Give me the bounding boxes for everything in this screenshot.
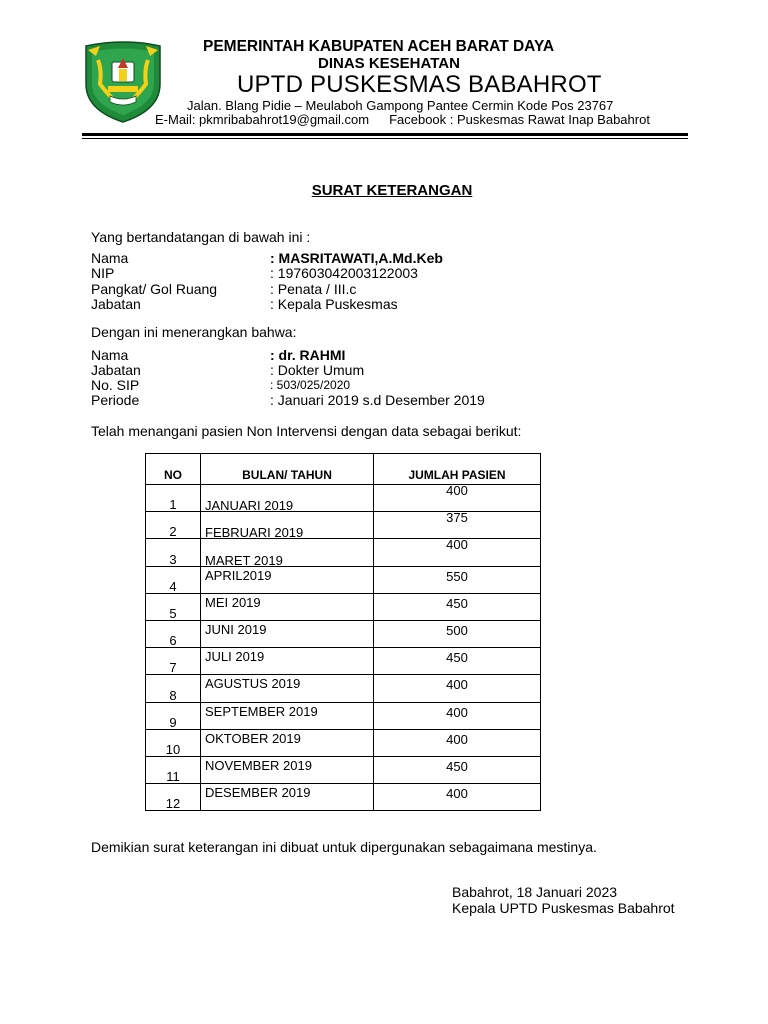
table-row — [146, 756, 541, 783]
table-row — [146, 566, 541, 593]
letterhead-department: DINAS KESEHATAN — [318, 55, 460, 72]
subject-label-name: Nama — [91, 347, 129, 363]
row-number: 2 — [169, 524, 177, 540]
row-patient-count: 375 — [446, 510, 468, 526]
row-month: APRIL2019 — [205, 567, 272, 583]
row-count-cell — [374, 784, 541, 811]
header-month: BULAN/ TAHUN — [201, 454, 374, 485]
signer-value-nip: : 197603042003122003 — [270, 265, 418, 281]
signer-label-position: Jabatan — [91, 296, 141, 312]
letterhead-facebook: Facebook : Puskesmas Rawat Inap Babahrot — [389, 112, 650, 127]
row-month: NOVEMBER 2019 — [205, 757, 312, 773]
row-patient-count: 550 — [446, 568, 468, 584]
signer-value-rank: : Penata / III.c — [270, 281, 357, 297]
subject-value-position: : Dokter Umum — [270, 362, 365, 378]
signer-value-position: : Kepala Puskesmas — [270, 296, 398, 312]
row-month-cell — [201, 756, 374, 783]
row-month: FEBRUARI 2019 — [205, 525, 304, 541]
table-row — [146, 512, 541, 539]
row-number: 9 — [169, 714, 177, 730]
table-row — [146, 539, 541, 566]
row-month: JUNI 2019 — [205, 621, 267, 637]
row-month-cell — [201, 566, 374, 593]
row-month: SEPTEMBER 2019 — [205, 703, 318, 719]
row-count-cell — [374, 756, 541, 783]
table-intro-text: Telah menangani pasien Non Intervensi dengan data sebagai berikut: — [91, 423, 522, 439]
subject-label-sip: No. SIP — [91, 377, 140, 393]
row-month-cell — [201, 702, 374, 729]
row-number: 4 — [169, 578, 177, 594]
row-month-cell — [201, 485, 374, 512]
row-month: DESEMBER 2019 — [205, 785, 311, 801]
table-row — [146, 702, 541, 729]
signer-label-rank: Pangkat/ Gol Ruang — [91, 281, 218, 297]
header-no: NO — [146, 454, 201, 485]
row-count-cell — [374, 620, 541, 647]
row-count-cell — [374, 648, 541, 675]
row-number-cell — [146, 593, 201, 620]
row-patient-count: 400 — [446, 537, 468, 553]
row-month: AGUSTUS 2019 — [205, 676, 301, 692]
row-month: MEI 2019 — [205, 594, 261, 610]
row-patient-count: 400 — [446, 677, 468, 693]
letterhead-government: PEMERINTAH KABUPATEN ACEH BARAT DAYA — [203, 38, 555, 55]
signer-value-name: : MASRITAWATI,A.Md.Keb — [270, 250, 443, 266]
row-number-cell — [146, 729, 201, 756]
row-number-cell — [146, 675, 201, 702]
statement-text: Dengan ini menerangkan bahwa: — [91, 324, 297, 340]
row-month-cell — [201, 784, 374, 811]
signer-label-nip: NIP — [91, 265, 115, 281]
letterhead-address: Jalan. Blang Pidie – Meulaboh Gampong Pantee Cermin Kode Pos 23767 — [187, 98, 614, 113]
row-month-cell — [201, 539, 374, 566]
row-number: 6 — [169, 633, 177, 649]
regency-emblem-icon — [82, 40, 164, 124]
row-patient-count: 450 — [446, 650, 468, 666]
row-number-cell — [146, 784, 201, 811]
row-number: 8 — [169, 687, 177, 703]
row-number: 10 — [165, 741, 181, 757]
table-row — [146, 784, 541, 811]
row-month: OKTOBER 2019 — [205, 730, 301, 746]
header-patient-count: JUMLAH PASIEN — [374, 454, 541, 485]
document-title: SURAT KETERANGAN — [311, 182, 473, 199]
row-count-cell — [374, 593, 541, 620]
row-number: 11 — [166, 769, 180, 785]
row-count-cell — [374, 566, 541, 593]
row-number-cell — [146, 566, 201, 593]
row-patient-count: 500 — [446, 622, 468, 638]
table-row — [146, 729, 541, 756]
row-patient-count: 400 — [446, 731, 468, 747]
letterhead-email: E-Mail: pkmribabahrot19@gmail.com — [155, 112, 370, 127]
letterhead-institution: UPTD PUSKESMAS BABAHROT — [237, 71, 602, 98]
intro-text: Yang bertandatangan di bawah ini : — [91, 229, 311, 245]
subject-value-name: : dr. RAHMI — [270, 347, 346, 363]
row-month: JULI 2019 — [205, 649, 265, 665]
row-number-cell — [146, 512, 201, 539]
row-count-cell — [374, 675, 541, 702]
row-count-cell — [374, 539, 541, 566]
row-number-cell — [146, 756, 201, 783]
subject-label-period: Periode — [91, 392, 140, 408]
row-number: 1 — [169, 497, 177, 513]
row-month-cell — [201, 593, 374, 620]
row-month-cell — [201, 648, 374, 675]
signer-label-name: Nama — [91, 250, 129, 266]
signature-position: Kepala UPTD Puskesmas Babahrot — [452, 900, 675, 916]
row-patient-count: 400 — [446, 786, 468, 802]
letterhead-thin-rule — [82, 138, 688, 139]
subject-value-sip: : 503/025/2020 — [270, 378, 351, 392]
table-row — [146, 648, 541, 675]
table-row — [146, 620, 541, 647]
closing-text: Demikian surat keterangan ini dibuat untuk dipergunakan sebagaimana mestinya. — [91, 839, 597, 855]
row-number-cell — [146, 620, 201, 647]
row-month: MARET 2019 — [205, 552, 283, 568]
table-row — [146, 485, 541, 512]
row-month-cell — [201, 620, 374, 647]
row-number: 5 — [169, 605, 177, 621]
row-number: 7 — [169, 660, 177, 676]
row-count-cell — [374, 729, 541, 756]
row-month: JANUARI 2019 — [205, 498, 294, 514]
row-patient-count: 400 — [446, 704, 468, 720]
subject-value-period: : Januari 2019 s.d Desember 2019 — [270, 392, 485, 408]
letterhead-contact — [155, 112, 650, 127]
letterhead-thick-rule — [82, 133, 688, 136]
subject-label-position: Jabatan — [91, 362, 141, 378]
row-number-cell — [146, 648, 201, 675]
row-patient-count: 400 — [446, 483, 468, 498]
row-number: 12 — [165, 796, 181, 812]
row-count-cell — [374, 702, 541, 729]
patient-count-table — [145, 453, 541, 811]
row-month-cell — [201, 729, 374, 756]
row-number-cell — [146, 485, 201, 512]
table-row — [146, 593, 541, 620]
row-patient-count: 450 — [446, 595, 468, 611]
row-month-cell — [201, 675, 374, 702]
row-count-cell — [374, 485, 541, 512]
row-number: 3 — [169, 551, 177, 567]
row-count-cell — [374, 512, 541, 539]
signature-place-date: Babahrot, 18 Januari 2023 — [452, 884, 618, 900]
row-number-cell — [146, 702, 201, 729]
row-number-cell — [146, 539, 201, 566]
table-row — [146, 675, 541, 702]
table-header-row — [146, 454, 541, 485]
row-month-cell — [201, 512, 374, 539]
row-patient-count: 450 — [446, 758, 468, 774]
